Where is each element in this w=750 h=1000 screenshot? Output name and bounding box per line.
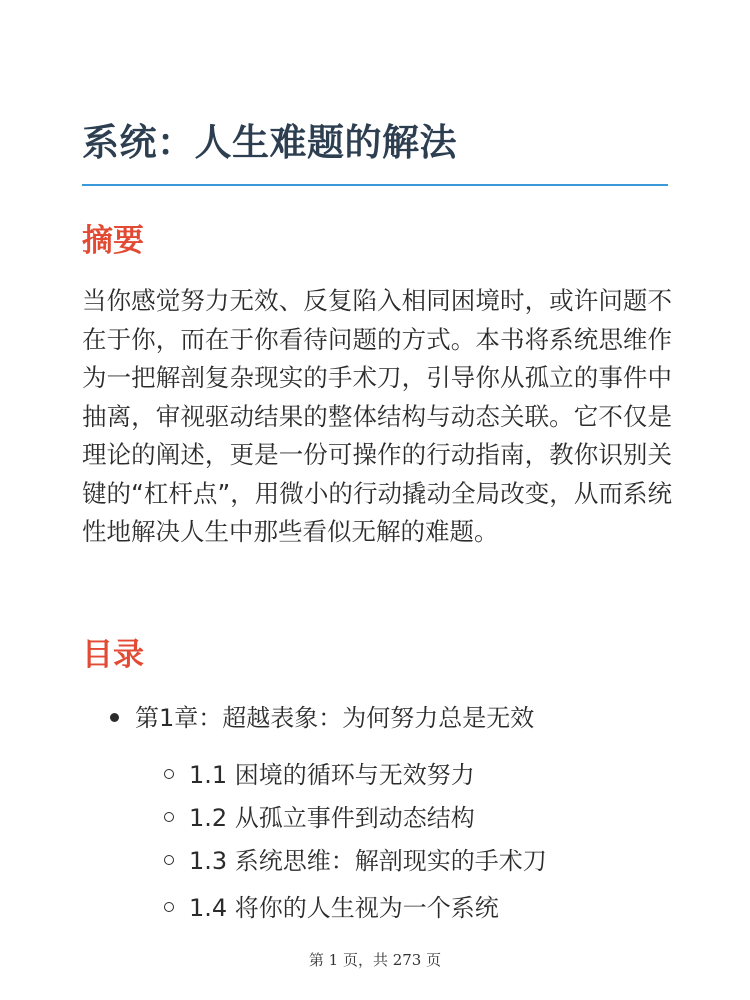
toc-section-item[interactable] xyxy=(164,842,547,880)
toc-chapter-item[interactable] xyxy=(110,699,534,737)
toc-section-item[interactable] xyxy=(164,889,499,927)
toc-section-item[interactable] xyxy=(164,756,475,794)
abstract-heading: 摘要 xyxy=(82,223,144,259)
toc-section-title: 1.1 困境的循环与无效努力 xyxy=(189,761,475,789)
toc-heading: 目录 xyxy=(82,637,144,673)
circle-bullet-icon xyxy=(164,769,174,779)
toc-chapter-title: 第1章：超越表象：为何努力总是无效 xyxy=(135,704,535,732)
page-number-footer: 第 1 页，共 273 页 xyxy=(308,951,442,969)
title-divider xyxy=(82,184,668,186)
circle-bullet-icon xyxy=(164,812,174,822)
document-title: 系统：人生难题的解法 xyxy=(82,121,457,164)
circle-bullet-icon xyxy=(164,902,174,912)
bullet-icon xyxy=(110,713,119,722)
toc-section-title: 1.3 系统思维：解剖现实的手术刀 xyxy=(189,847,547,875)
toc-section-item[interactable] xyxy=(164,799,475,837)
toc-section-title: 1.2 从孤立事件到动态结构 xyxy=(189,804,475,832)
abstract-paragraph: 当你感觉努力无效、反复陷入相同困境时，或许问题不在于你，而在于你看待问题的方式。本书将系统思维作为一把解剖复杂现实的手术刀，引导你从孤立的事件中抽离，审视驱动结果的整体结构与动态关联。它不仅是理论的阐述，更是一份可操作的行动指南，教你识别关键的“杠杆点”，用微小的行动撬动全局改变，从而系统性地解决人生中那些看似无解的难题。 xyxy=(82,286,672,546)
circle-bullet-icon xyxy=(164,855,174,865)
toc-section-title: 1.4 将你的人生视为一个系统 xyxy=(189,894,499,922)
